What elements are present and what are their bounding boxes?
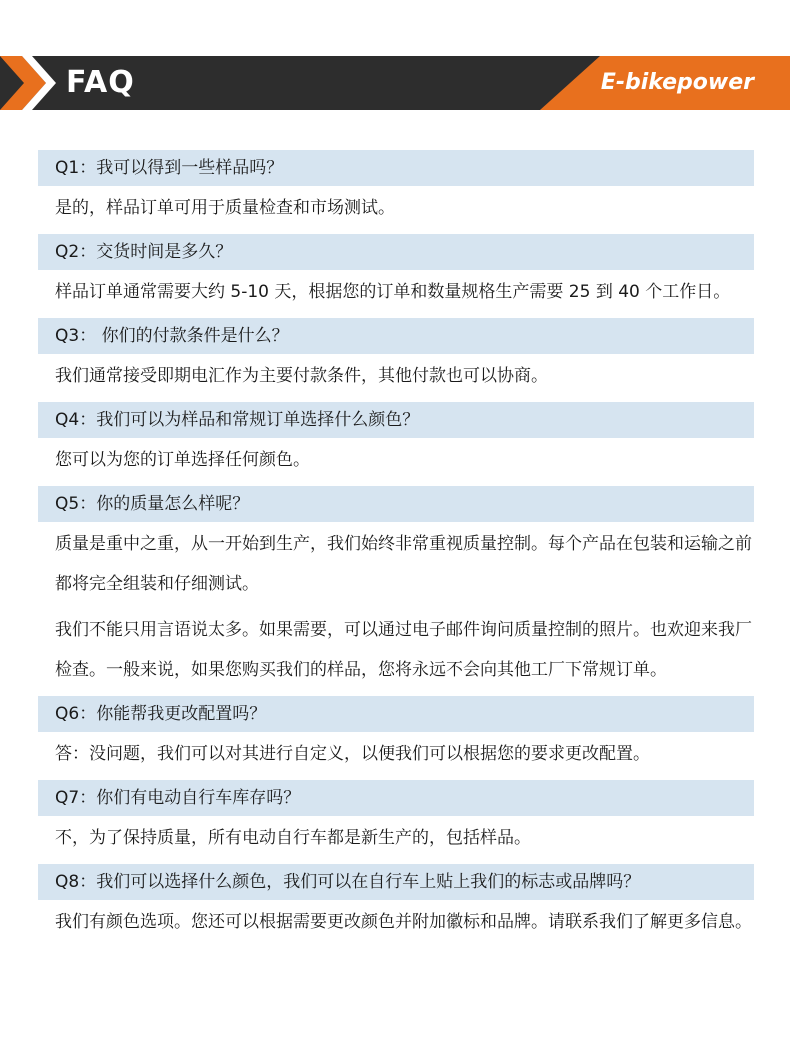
page-title: FAQ — [66, 65, 135, 100]
faq-answer: 我们不能只用言语说太多。如果需要，可以通过电子邮件询问质量控制的照片。也欢迎来我厂检查。一般来说，如果您购买我们的样品，您将永远不会向其他工厂下常规订单。 — [55, 620, 752, 680]
faq-question: Q8：我们可以选择什么颜色，我们可以在自行车上贴上我们的标志或品牌吗？ — [38, 864, 754, 900]
brand-name: E-bikepower — [600, 70, 754, 95]
faq-question: Q7：你们有电动自行车库存吗？ — [38, 780, 754, 816]
faq-answer: 答：没问题，我们可以对其进行自定义，以便我们可以根据您的要求更改配置。 — [55, 744, 650, 764]
faq-answer: 是的，样品订单可用于质量检查和市场测试。 — [55, 198, 395, 218]
faq-answer: 我们通常接受即期电汇作为主要付款条件，其他付款也可以协商。 — [55, 366, 548, 386]
faq-header-banner — [0, 56, 790, 110]
faq-question: Q5：你的质量怎么样呢？ — [38, 486, 754, 522]
faq-answer: 样品订单通常需要大约 5-10 天，根据您的订单和数量规格生产需要 25 到 40 个工作日。 — [55, 282, 731, 302]
chevron-arrow-icon — [0, 56, 60, 110]
faq-list — [38, 150, 754, 948]
faq-question: Q4：我们可以为样品和常规订单选择什么颜色？ — [38, 402, 754, 438]
faq-question: Q6：你能帮我更改配置吗？ — [38, 696, 754, 732]
faq-answer: 我们有颜色选项。您还可以根据需要更改颜色并附加徽标和品牌。请联系我们了解更多信息。 — [55, 912, 752, 932]
faq-question: Q1：我可以得到一些样品吗？ — [38, 150, 754, 186]
faq-question: Q3： 你们的付款条件是什么？ — [38, 318, 754, 354]
faq-answer: 质量是重中之重，从一开始到生产，我们始终非常重视质量控制。每个产品在包装和运输之前都将完全组装和仔细测试。 — [55, 534, 752, 594]
faq-answer: 您可以为您的订单选择任何颜色。 — [55, 450, 310, 470]
faq-question: Q2：交货时间是多久？ — [38, 234, 754, 270]
faq-answer: 不，为了保持质量，所有电动自行车都是新生产的，包括样品。 — [55, 828, 531, 848]
